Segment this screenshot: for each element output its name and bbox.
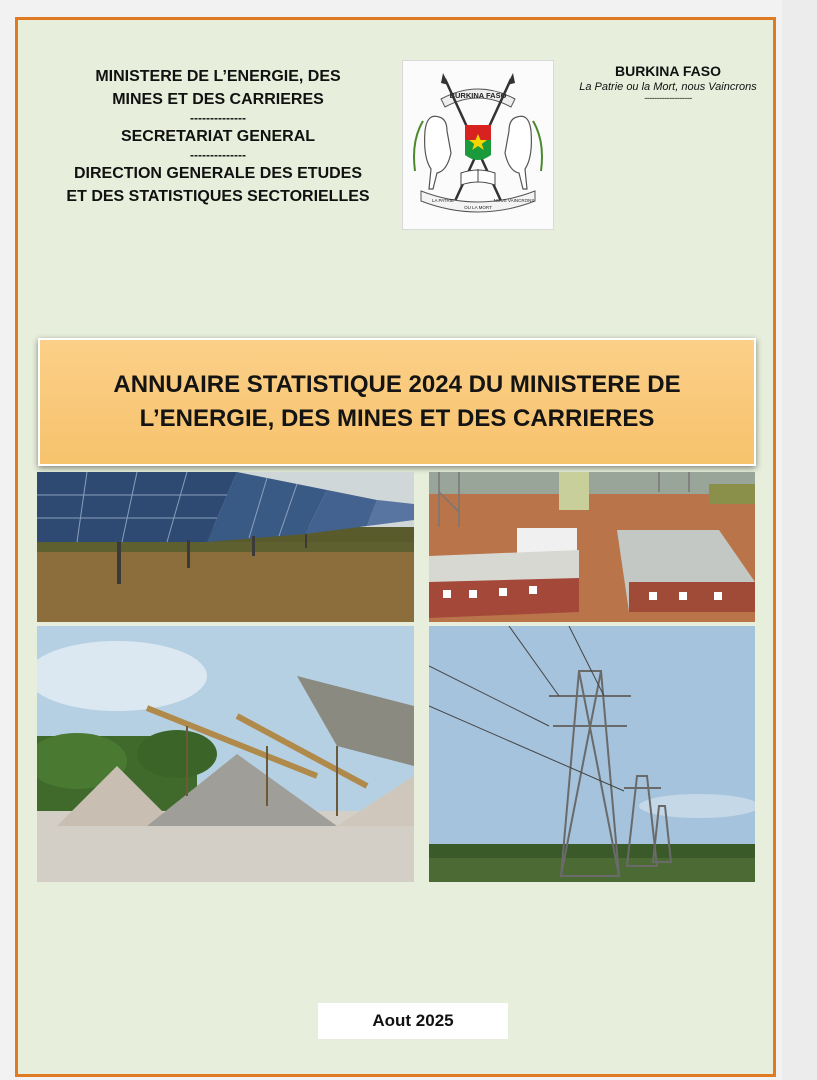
ministry-name-line1: MINISTERE DE L’ENERGIE, DES xyxy=(95,68,341,85)
emblem-ribbon-right: NOUS VAINCRONS xyxy=(493,198,535,203)
publication-date-box xyxy=(318,1003,508,1039)
photo-quarry xyxy=(37,626,414,882)
photo-mine-site xyxy=(429,472,755,622)
report-title xyxy=(67,368,727,436)
country-header xyxy=(563,62,773,102)
country-name: BURKINA FASO xyxy=(614,63,722,79)
emblem-ribbon-left: LA PATRIE xyxy=(431,198,455,203)
adjacent-page-edge xyxy=(782,0,817,1080)
ministry-name-line2: MINES ET DES CARRIERES xyxy=(112,91,324,108)
direction-name-line1: DIRECTION GENERALE DES ETUDES xyxy=(73,165,363,182)
emblem-ribbon-middle: OU LA MORT xyxy=(464,205,492,210)
coat-of-arms-emblem xyxy=(402,60,554,230)
cover-page xyxy=(15,17,776,1077)
report-title-line2: L’ENERGIE, DES MINES ET DES CARRIERES xyxy=(139,405,655,432)
direction-name-line2: ET DES STATISTIQUES SECTORIELLES xyxy=(66,188,370,205)
report-title-box xyxy=(38,338,756,466)
report-title-line1: ANNUAIRE STATISTIQUE 2024 DU MINISTERE DE xyxy=(113,371,681,398)
motto-separator: ------------------- xyxy=(644,93,692,103)
photo-solar-panels xyxy=(37,472,414,622)
emblem-banner-text: BURKINA FASO xyxy=(449,91,507,100)
national-motto: La Patrie ou la Mort, nous Vaincrons xyxy=(579,81,757,93)
photo-power-towers xyxy=(429,626,755,882)
separator: -------------- xyxy=(190,111,246,125)
separator: -------------- xyxy=(190,148,246,162)
secretariat-name: SECRETARIAT GENERAL xyxy=(120,128,316,145)
ministry-header xyxy=(58,65,378,208)
publication-date: Aout 2025 xyxy=(372,1011,454,1030)
